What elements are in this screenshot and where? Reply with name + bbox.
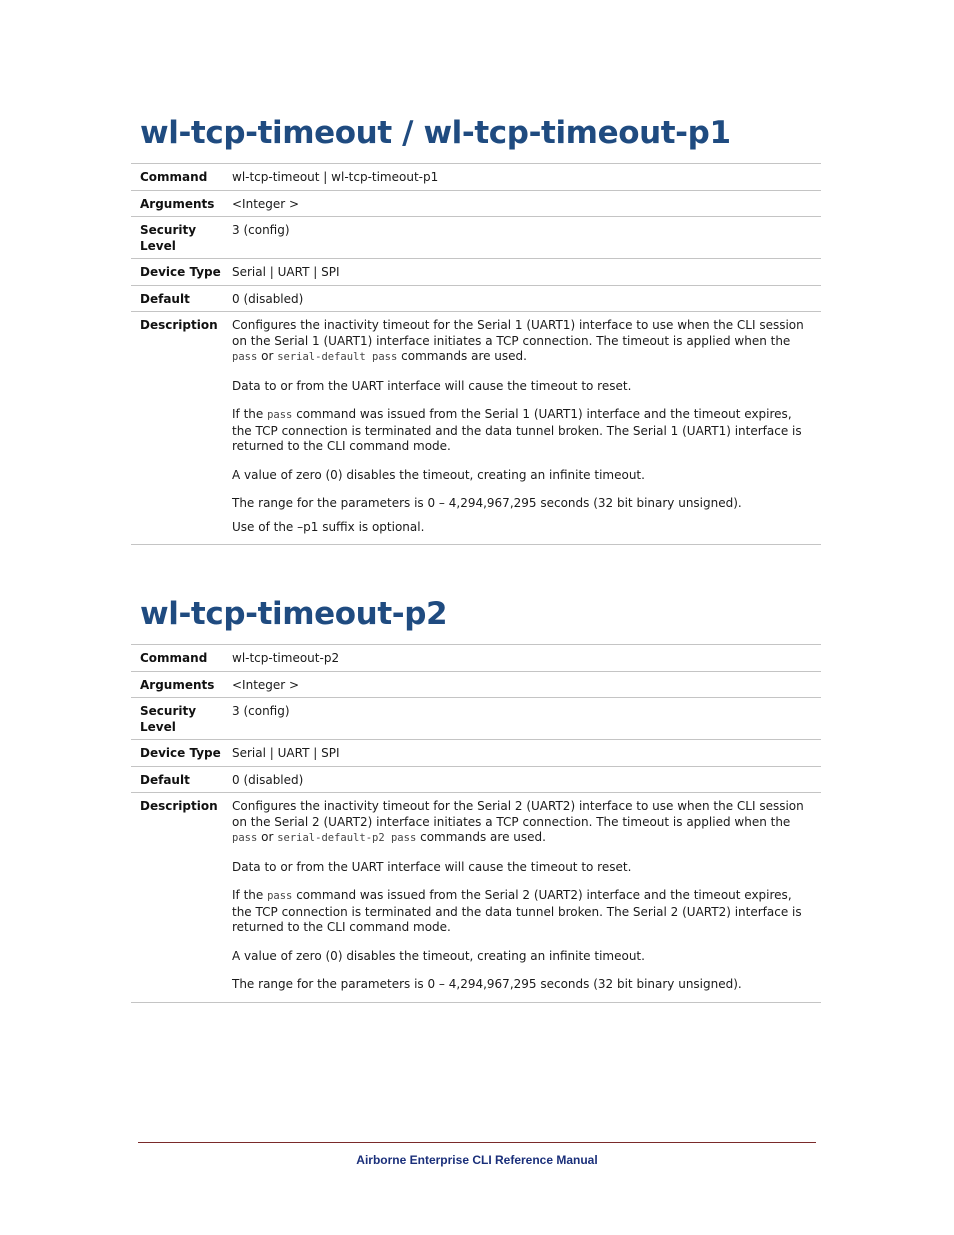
table-row-security-level bbox=[131, 697, 821, 739]
row-label: Description bbox=[140, 799, 218, 813]
table-row-security-level bbox=[131, 216, 821, 258]
row-label: Device Type bbox=[140, 265, 221, 279]
command-section-p1 bbox=[131, 110, 821, 545]
section-title: wl-tcp-timeout-p2 bbox=[140, 596, 448, 632]
row-label-line: Level bbox=[140, 238, 176, 253]
inline-code: pass bbox=[267, 409, 293, 421]
inline-code: serial-default pass bbox=[277, 351, 398, 363]
footer-title: Airborne Enterprise CLI Reference Manual bbox=[356, 1153, 598, 1167]
description-paragraph: Data to or from the UART interface will cause the timeout to reset. bbox=[232, 378, 632, 393]
description-paragraph: Use of the –p1 suffix is optional. bbox=[232, 519, 425, 534]
row-label: Command bbox=[140, 170, 208, 184]
description-paragraph bbox=[232, 799, 809, 847]
row-value: 3 (config) bbox=[232, 704, 290, 718]
table-row-default bbox=[131, 285, 821, 312]
description-paragraph bbox=[232, 407, 809, 455]
inline-code: pass bbox=[232, 832, 258, 844]
table-row-device-type bbox=[131, 739, 821, 766]
row-label: Default bbox=[140, 291, 190, 306]
inline-code: pass bbox=[267, 890, 293, 902]
table-row-arguments bbox=[131, 671, 821, 698]
row-value: <Integer > bbox=[232, 196, 300, 211]
description-paragraph: A value of zero (0) disables the timeout, creating an infinite timeout. bbox=[232, 948, 645, 963]
row-value: 0 (disabled) bbox=[232, 772, 304, 787]
row-value: Serial | UART | SPI bbox=[232, 746, 340, 760]
inline-code: serial-default-p2 pass bbox=[277, 832, 417, 844]
table-row-default bbox=[131, 766, 821, 793]
text-run: commands are used. bbox=[416, 830, 546, 844]
text-run: or bbox=[257, 830, 278, 844]
row-label: Device Type bbox=[140, 746, 221, 760]
description-paragraph bbox=[232, 318, 809, 366]
row-value: Serial | UART | SPI bbox=[232, 265, 340, 279]
table-row-device-type bbox=[131, 258, 821, 285]
footer-divider bbox=[138, 1142, 816, 1143]
text-run: If the bbox=[232, 888, 268, 902]
text-run: or bbox=[257, 349, 278, 363]
table-row-command bbox=[131, 644, 821, 671]
row-label: Default bbox=[140, 772, 190, 787]
text-run: Configures the inactivity timeout for the Serial 1 (UART1) interface to use when the CLI session on the Serial 1 (UART1) interface initiates a TCP connection. The timeout is applied when the bbox=[232, 318, 804, 348]
command-table bbox=[131, 644, 821, 1003]
row-value: wl-tcp-timeout-p2 bbox=[232, 651, 340, 665]
inline-code: pass bbox=[232, 351, 258, 363]
row-label: Arguments bbox=[140, 677, 215, 692]
command-table bbox=[131, 163, 821, 545]
text-run: command was issued from the Serial 1 (UART1) interface and the timeout expires, the TCP connection is terminated and the data tunnel broken. The Serial 1 (UART1) interface is returned to the CLI command mode. bbox=[232, 407, 802, 453]
text-run: If the bbox=[232, 407, 268, 421]
description-body bbox=[232, 318, 821, 535]
row-value: 0 (disabled) bbox=[232, 291, 304, 306]
description-paragraph: The range for the parameters is 0 – 4,294,967,295 seconds (32 bit binary unsigned). bbox=[232, 977, 742, 991]
table-row-description bbox=[131, 311, 821, 545]
text-run: Configures the inactivity timeout for the Serial 2 (UART2) interface to use when the CLI session on the Serial 2 (UART2) interface initiates a TCP connection. The timeout is applied when the bbox=[232, 799, 804, 829]
row-label: Arguments bbox=[140, 196, 215, 211]
description-body bbox=[232, 799, 821, 993]
table-row-command bbox=[131, 163, 821, 190]
table-row-arguments bbox=[131, 190, 821, 217]
row-label bbox=[131, 223, 232, 254]
description-paragraph bbox=[232, 888, 809, 936]
command-section-p2 bbox=[131, 591, 821, 1003]
table-row-description bbox=[131, 792, 821, 1003]
text-run: command was issued from the Serial 2 (UART2) interface and the timeout expires, the TCP connection is terminated and the data tunnel broken. The Serial 2 (UART2) interface is returned to the CLI command mode. bbox=[232, 888, 802, 934]
section-title: wl-tcp-timeout / wl-tcp-timeout-p1 bbox=[140, 115, 731, 151]
row-label: Command bbox=[140, 651, 208, 665]
description-paragraph: A value of zero (0) disables the timeout, creating an infinite timeout. bbox=[232, 467, 645, 482]
row-label-line: Level bbox=[140, 719, 176, 734]
description-paragraph: Data to or from the UART interface will cause the timeout to reset. bbox=[232, 859, 632, 874]
row-value: wl-tcp-timeout | wl-tcp-timeout-p1 bbox=[232, 170, 439, 184]
text-run: commands are used. bbox=[397, 349, 527, 363]
row-label-line: Security bbox=[140, 704, 197, 718]
row-label-line: Security bbox=[140, 223, 197, 237]
row-label: Description bbox=[140, 318, 218, 332]
row-label bbox=[131, 704, 232, 735]
row-value: 3 (config) bbox=[232, 223, 290, 237]
row-value: <Integer > bbox=[232, 677, 300, 692]
description-paragraph: The range for the parameters is 0 – 4,294,967,295 seconds (32 bit binary unsigned). bbox=[232, 496, 742, 510]
